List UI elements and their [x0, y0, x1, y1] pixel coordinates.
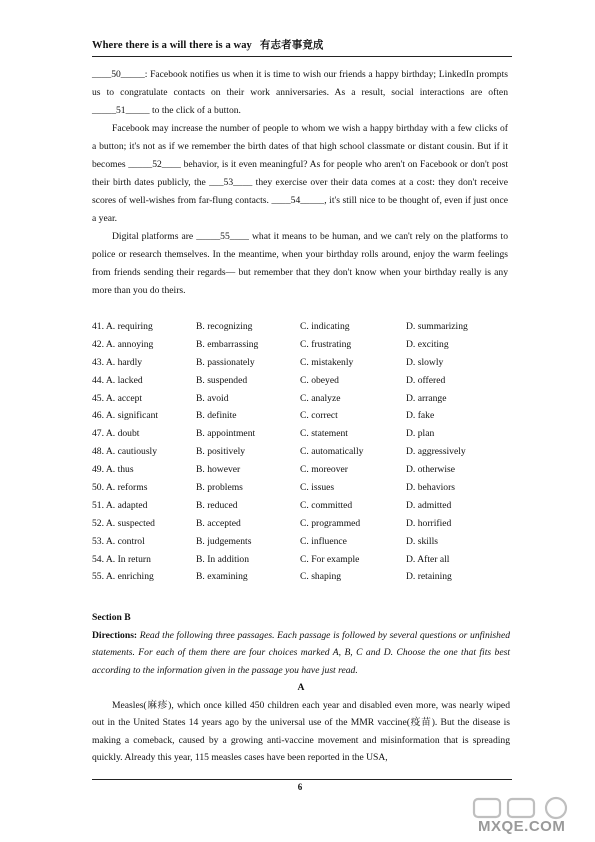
cloze-passage	[92, 66, 508, 300]
option-a: 45. A. accept	[92, 392, 143, 404]
option-row	[92, 536, 512, 554]
option-a: 55. A. enriching	[92, 571, 154, 583]
option-row	[92, 339, 512, 357]
option-a: 49. A. thus	[92, 464, 134, 476]
option-row	[92, 571, 512, 589]
option-a: 43. A. hardly	[92, 356, 143, 368]
option-d: D. otherwise	[406, 464, 456, 476]
option-b: B. definite	[196, 410, 237, 422]
option-row	[92, 410, 512, 428]
option-b: B. examining	[196, 571, 248, 583]
option-b: B. passionately	[196, 356, 255, 368]
option-b: B. appointment	[196, 428, 256, 440]
option-row	[92, 321, 512, 339]
option-row	[92, 464, 512, 482]
option-d: D. summarizing	[406, 321, 468, 332]
option-c: C. correct	[300, 410, 338, 422]
header-rule	[92, 56, 512, 57]
header-motto-en: Where there is a will there is a way	[92, 40, 252, 51]
option-d: D. retaining	[406, 571, 452, 583]
option-row	[92, 482, 512, 500]
option-a: 46. A. significant	[92, 410, 159, 422]
option-d: D. behaviors	[406, 482, 456, 494]
cloze-paragraph-1: ____50_____: Facebook notifies us when it is time to wish our friends a happy birthday; LinkedIn prompts us to congratulate contacts on their work anniversaries. As a result, social interactions are often _____51_____ to the click of a button.	[92, 69, 508, 116]
option-a: 44. A. lacked	[92, 374, 143, 386]
option-b: B. avoid	[196, 392, 229, 404]
option-row	[92, 500, 512, 518]
option-c: C. issues	[300, 482, 335, 494]
option-a: 41. A. requiring	[92, 321, 153, 332]
option-c: C. frustrating	[300, 338, 352, 350]
option-d: D. offered	[406, 374, 446, 386]
footer-rule	[92, 779, 512, 780]
option-row	[92, 375, 512, 393]
option-d: D. fake	[406, 410, 435, 422]
option-a: 54. A. In return	[92, 553, 151, 565]
option-b: B. accepted	[196, 517, 241, 529]
option-b: B. In addition	[196, 553, 250, 565]
option-b: B. positively	[196, 446, 246, 458]
option-a: 52. A. suspected	[92, 517, 155, 529]
passage-a-text: Measles(麻疹), which once killed 450 children each year and disabled even more, was nearly wiped out in the United States 14 years ago by the universal use of the MMR vaccine(疫苗). But the disease is making a comeback, caused by a growing anti-vaccine movement and misinformation that is spreading quickly. Already this year, 115 measles cases have been reported in the USA,	[92, 699, 510, 763]
option-c: C. committed	[300, 499, 353, 511]
option-row	[92, 446, 512, 464]
option-a: 48. A. cautiously	[92, 446, 158, 458]
option-d: D. plan	[406, 428, 435, 440]
directions-label: Directions:	[92, 629, 138, 641]
passage-title: A	[297, 682, 305, 693]
header-motto-cn: 有志者事竟成	[259, 40, 324, 51]
option-d: D. exciting	[406, 338, 449, 350]
option-row	[92, 357, 512, 375]
option-d: D. arrange	[406, 392, 447, 404]
option-c: C. statement	[300, 428, 348, 440]
option-c: C. automatically	[300, 446, 364, 458]
option-b: B. embarrassing	[196, 338, 259, 350]
cloze-paragraph-2: Facebook may increase the number of people to whom we wish a happy birthday with a few clicks of a button; it's not as if we remember the birth dates of that high school classmate or distant cousin. But if it becomes _____52____ behavior, is it even meaningful? As for people who aren't on Facebook or don't post their birth dates publicly, the ___53____ they exercise over their data comes at a cost: they don't receive scores of well-wishes from far-flung contacts. ____54_____, it's still nice to be thought of, even if just once a year.	[92, 123, 508, 224]
option-d: D. skills	[406, 535, 438, 547]
option-c: C. analyze	[300, 392, 341, 404]
option-d: D. aggressively	[406, 446, 466, 458]
option-row	[92, 518, 512, 536]
option-d: D. admitted	[406, 499, 452, 511]
option-a: 53. A. control	[92, 535, 145, 547]
options-list	[92, 321, 512, 589]
section-b	[92, 609, 510, 767]
option-row	[92, 393, 512, 411]
option-b: B. reduced	[196, 499, 238, 511]
section-title: Section B	[92, 612, 131, 623]
cloze-paragraph-3: Digital platforms are _____55____ what it means to be human, and we can't rely on the platforms to police or research themselves. In the meantime, when your birthday rolls around, enjoy the warm feelings from friends sending their regards— but remember that they don't know when your birthday really is any more than you do theirs.	[92, 231, 508, 296]
option-a: 42. A. annoying	[92, 338, 154, 350]
option-b: B. however	[196, 464, 241, 476]
option-c: C. mistakenly	[300, 356, 354, 368]
page-header	[92, 37, 512, 55]
option-row	[92, 428, 512, 446]
option-c: C. For example	[300, 553, 360, 565]
option-d: D. slowly	[406, 356, 444, 368]
option-c: C. indicating	[300, 321, 350, 332]
option-c: C. programmed	[300, 517, 361, 529]
option-row	[92, 554, 512, 572]
option-b: B. suspended	[196, 374, 248, 386]
option-b: B. recognizing	[196, 321, 253, 332]
option-d: D. horrified	[406, 517, 452, 529]
option-a: 51. A. adapted	[92, 499, 148, 511]
option-d: D. After all	[406, 553, 450, 565]
page-number: 6	[297, 782, 303, 792]
option-c: C. moreover	[300, 464, 348, 476]
option-c: C. shaping	[300, 571, 342, 583]
option-c: C. influence	[300, 535, 347, 547]
directions-text: Read the following three passages. Each passage is followed by several questions or unfinished statements. For each of them there are four choices marked A, B, C and D. Choose the one that fits best according to the information given in the passage you have just read.	[92, 629, 510, 676]
option-b: B. problems	[196, 482, 243, 494]
option-c: C. obeyed	[300, 374, 339, 386]
option-a: 50. A. reforms	[92, 482, 148, 494]
directions	[92, 627, 510, 680]
option-b: B. judgements	[196, 535, 252, 547]
option-a: 47. A. doubt	[92, 428, 140, 440]
watermark-text: MXQE.COM	[478, 818, 566, 835]
